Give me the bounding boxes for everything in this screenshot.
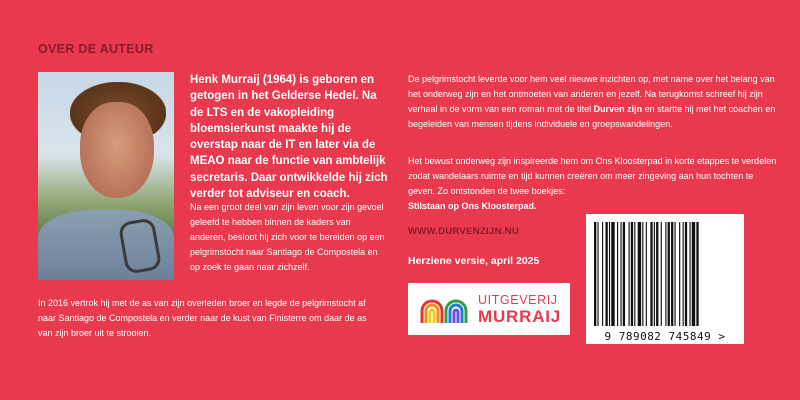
- publisher-name-line1: UITGEVERIJ: [478, 293, 558, 307]
- website-link[interactable]: WWW.DURVENZIJN.NU: [408, 226, 520, 237]
- edition-note: Herziene versie, april 2025: [408, 255, 540, 267]
- book-title-stilstaan: Stilstaan op Ons Kloosterpad.: [408, 201, 537, 211]
- rainbow-logo-icon: [418, 293, 473, 325]
- bio-paragraph-2: In 2016 vertrok hij met de as van zijn overleden broer en legde de pelgrimstocht af naar Santiago de Compostela en verder naar de kust van Finisterre om daar de as van zijn broer uit te strooien.: [38, 298, 367, 338]
- section-heading: OVER DE AUTEUR: [38, 42, 154, 56]
- bio-paragraph-3: De pelgrimstocht leverde voor hem veel nieuwe inzichten op, met name over het belang van het onderweg zijn en het ontmoeten van anderen en jezelf. Na terugkomst schreef hij zijn verhaal in de vorm van een roman met de titel Durven zijn en startte hij met het coachen en begeleiden van mensen tijdens individuele en groepswandelingen.: [408, 74, 776, 129]
- isbn-barcode: [586, 214, 744, 344]
- author-photo: [38, 72, 174, 280]
- bio-paragraph-4: Het bewust onderweg zijn inspireerde hem om Ons Kloosterpad in korte etappes te verdelen zodat wandelaars ruimte en tijd kunnen creëren om meer zingeving aan hun tochten te geven. Zo ontstonden de twee boekjes: Stilstaan op Ons Kloosterpad.: [408, 156, 777, 211]
- bio-paragraph-1: Na een groot deel van zijn leven voor zijn gevoel geleefd te hebben binnen de kaders van anderen, besloot hij zich voor te bereiden op een pelgrimstocht naar Santiago de Compostela en op zoek te gaan naar zichzelf.: [190, 202, 385, 272]
- isbn-number: 9 789082 745849 >: [604, 330, 726, 343]
- book-title-durven-zijn: Durven zijn: [593, 104, 643, 114]
- author-intro: Henk Murraij (1964) is geboren en getogen in het Gelderse Hedel. Na de LTS en de vakopleiding bloemsierkunst maakte hij de overstap naar de IT en later via de MEAO naar de functie van ambtelijk secretaris. Daar ontwikkelde hij zich verder tot adviseur en coach.: [190, 74, 388, 201]
- publisher-name-line2: MURRAIJ: [478, 307, 562, 326]
- publisher-logo: [408, 283, 570, 335]
